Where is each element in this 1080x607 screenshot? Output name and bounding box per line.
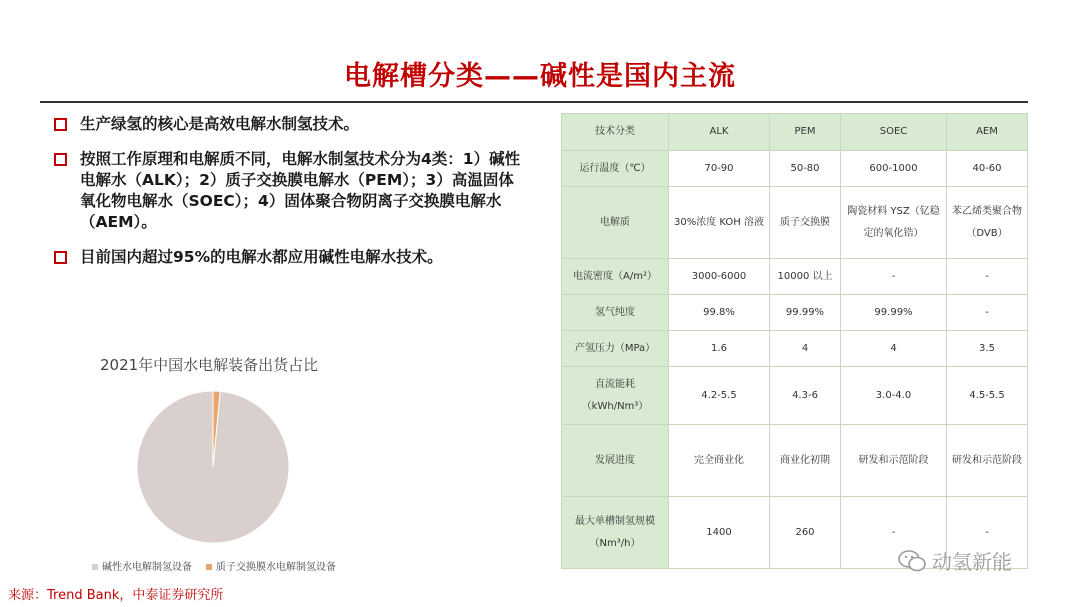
table-cell: 苯乙烯类聚合物（DVB） [947,187,1028,259]
table-cell: 研发和示范阶段 [841,425,947,497]
table-cell: 4 [770,331,841,367]
table-header-cell: SOEC [841,114,947,151]
table-cell: 质子交换膜 [770,187,841,259]
table-row [562,425,1028,497]
table-header-cell: PEM [770,114,841,151]
table-cell: 40-60 [947,151,1028,187]
table-row-label: 直流能耗（kWh/Nm³） [562,367,669,425]
title-divider [40,101,1028,103]
table-header-cell: 技术分类 [562,114,669,151]
table-cell: 4.3-6 [770,367,841,425]
table-cell: 1400 [669,497,770,569]
table-cell: 4.5-5.5 [947,367,1028,425]
table-cell: 3.5 [947,331,1028,367]
bullet-square-icon [54,251,67,264]
watermark-text: 动氢新能 [932,550,1012,574]
table-cell: 3.0-4.0 [841,367,947,425]
bullet-list [52,114,522,282]
bullet-item [52,247,522,268]
table-row-label: 产氢压力（MPa） [562,331,669,367]
bullet-square-icon [54,153,67,166]
table-row [562,367,1028,425]
table-cell: 600-1000 [841,151,947,187]
table-row-label: 运行温度（℃） [562,151,669,187]
table-row-label: 电流密度（A/m²） [562,259,669,295]
table-row-label: 最大单槽制氢规模（Nm³/h） [562,497,669,569]
bullet-text: 生产绿氢的核心是高效电解水制氢技术。 [80,115,360,133]
table-cell: 10000 以上 [770,259,841,295]
table-row [562,331,1028,367]
bullet-text: 目前国内超过95%的电解水都应用碱性电解水技术。 [80,248,443,266]
table-cell: 99.8% [669,295,770,331]
table-row-label: 氢气纯度 [562,295,669,331]
pie-legend [92,558,336,573]
table-row [562,187,1028,259]
table-cell: 1.6 [669,331,770,367]
slide-title: 电解槽分类——碱性是国内主流 [344,61,736,92]
table-cell: - [841,497,947,569]
legend-swatch [206,564,212,570]
tech-table [561,113,1028,569]
table-cell: 商业化初期 [770,425,841,497]
table-row [562,259,1028,295]
table-cell: 99.99% [770,295,841,331]
table-row [562,151,1028,187]
table-cell: 50-80 [770,151,841,187]
table-cell: 4.2-5.5 [669,367,770,425]
table-cell: 4 [841,331,947,367]
table-row [562,295,1028,331]
table-header-cell: AEM [947,114,1028,151]
table-cell: 70-90 [669,151,770,187]
table-cell: 260 [770,497,841,569]
bullet-item [52,114,522,135]
bullet-item [52,149,522,233]
pie-chart [136,390,290,544]
wechat-icon [898,549,926,573]
bullet-square-icon [54,118,67,131]
legend-swatch [92,564,98,570]
legend-label: 碱性水电解制氢设备 [102,562,192,573]
watermark [898,546,1012,575]
table-cell: 30%浓度 KOH 溶液 [669,187,770,259]
bullet-text: 按照工作原理和电解质不同，电解水制氢技术分为4类：1）碱性电解水（ALK）；2）质子交换膜电解水（PEM）；3）高温固体氧化物电解水（SOEC）；4）固体聚合物阴离子交换膜电解水（AEM）。 [80,150,521,231]
table-cell: 陶瓷材料 YSZ（钇稳定的氧化锆） [841,187,947,259]
table-cell: - [947,259,1028,295]
table-cell: - [947,497,1028,569]
table-row-label: 发展进度 [562,425,669,497]
table-row-label: 电解质 [562,187,669,259]
legend-label: 质子交换膜水电解制氢设备 [216,562,336,573]
pie-title: 2021年中国水电解装备出货占比 [100,356,319,374]
table-cell: - [947,295,1028,331]
table-cell: 3000-6000 [669,259,770,295]
table-header-cell: ALK [669,114,770,151]
table-cell: 完全商业化 [669,425,770,497]
table-header-row [562,114,1028,151]
table-cell: 研发和示范阶段 [947,425,1028,497]
legend-item-alk [92,558,192,573]
legend-item-pem [206,558,336,573]
table-cell: 99.99% [841,295,947,331]
source-note: 来源：Trend Bank，中泰证券研究所 [8,588,224,603]
table-cell: - [841,259,947,295]
